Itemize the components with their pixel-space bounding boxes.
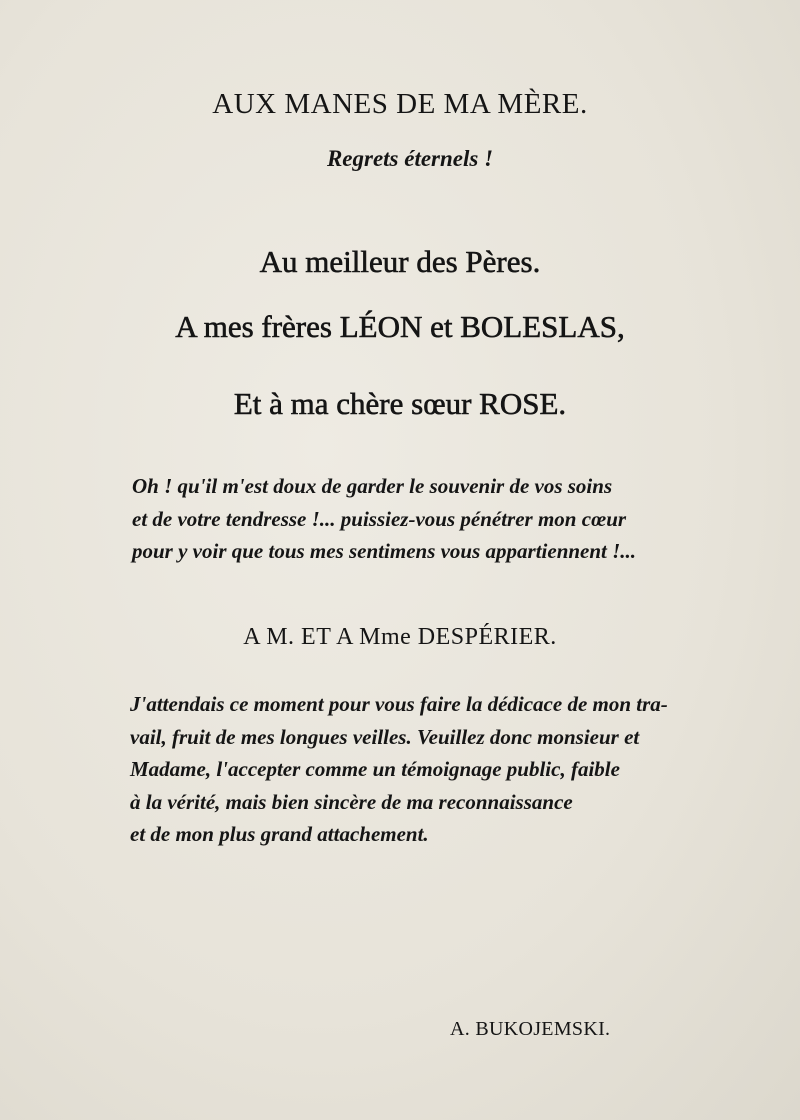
paragraph-line: et de votre tendresse !... puissiez-vous pénétrer mon cœur (132, 506, 627, 531)
paragraph-line: et de mon plus grand attachement. (130, 822, 429, 846)
paragraph-line: vail, fruit de mes longues veilles. Veuillez donc monsieur et (130, 724, 640, 749)
father-dedication: Au meilleur des Pères. (259, 244, 541, 279)
desperier-paragraph (130, 688, 745, 851)
paragraph-line: Oh ! qu'il m'est doux de garder le souvenir de vos soins (132, 474, 613, 498)
paragraph-line: à la vérité, mais bien sincère de ma reconnaissance (130, 789, 573, 814)
dedication-mother-heading: AUX MANES DE MA MÈRE. (212, 88, 588, 120)
regrets-line: Regrets éternels ! (326, 146, 494, 171)
paragraph-line: Madame, l'accepter comme un témoignage public, faible (130, 757, 620, 781)
family-paragraph (132, 470, 740, 568)
paragraph-line: J'attendais ce moment pour vous faire la dédicace de mon tra- (130, 692, 668, 716)
desperier-heading: A M. ET A Mme DESPÉRIER. (243, 624, 557, 650)
sister-dedication: Et à ma chère sœur ROSE. (233, 386, 567, 421)
brothers-dedication: A mes frères LÉON et BOLESLAS, (175, 309, 625, 344)
signature: A. BUKOJEMSKI. (450, 1018, 611, 1040)
paragraph-line: pour y voir que tous mes sentimens vous appartiennent !... (132, 539, 637, 563)
